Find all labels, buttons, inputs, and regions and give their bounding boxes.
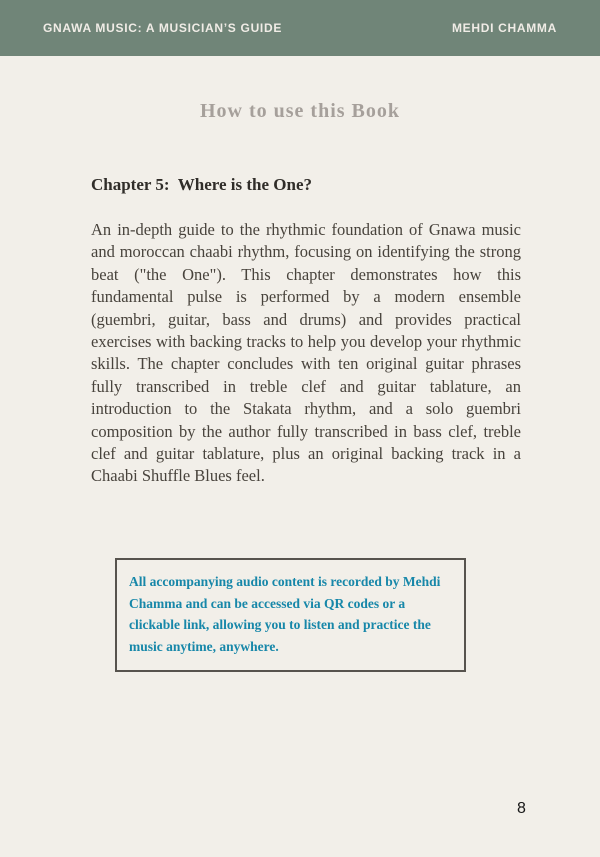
audio-content-callout-text: All accompanying audio content is recorded by Mehdi Chamma and can be accessed via QR codes or a clickable link, allowing you to listen and practice the music anytime, anywhere. [129, 574, 441, 654]
page-number: 8 [517, 800, 526, 817]
section-title: How to use this Book [199, 100, 401, 122]
header-author-name: MEHDI CHAMMA [451, 21, 557, 35]
page-header-bar [0, 0, 600, 56]
chapter-description-paragraph: An in-depth guide to the rhythmic foundation of Gnawa music and moroccan chaabi rhythm, focusing on identifying the strong beat ("the One"). This chapter demonstrates how this fundamental pulse is performed by a modern ensemble (guembri, guitar, bass and drums) and provides practical exercises with backing tracks to help you develop your rhythmic skills. The chapter concludes with ten original guitar phrases fully transcribed in treble clef and guitar tablature, an introduction to the Stakata rhythm, and a solo guembri composition by the author fully transcribed in bass clef, treble clef and guitar tablature, plus an original backing track in a Chaabi Shuffle Blues feel. [91, 220, 521, 486]
audio-content-callout-box [115, 558, 466, 672]
header-book-title: GNAWA MUSIC: A MUSICIAN’S GUIDE [43, 21, 283, 35]
chapter-heading: Chapter 5: Where is the One? [91, 175, 312, 194]
